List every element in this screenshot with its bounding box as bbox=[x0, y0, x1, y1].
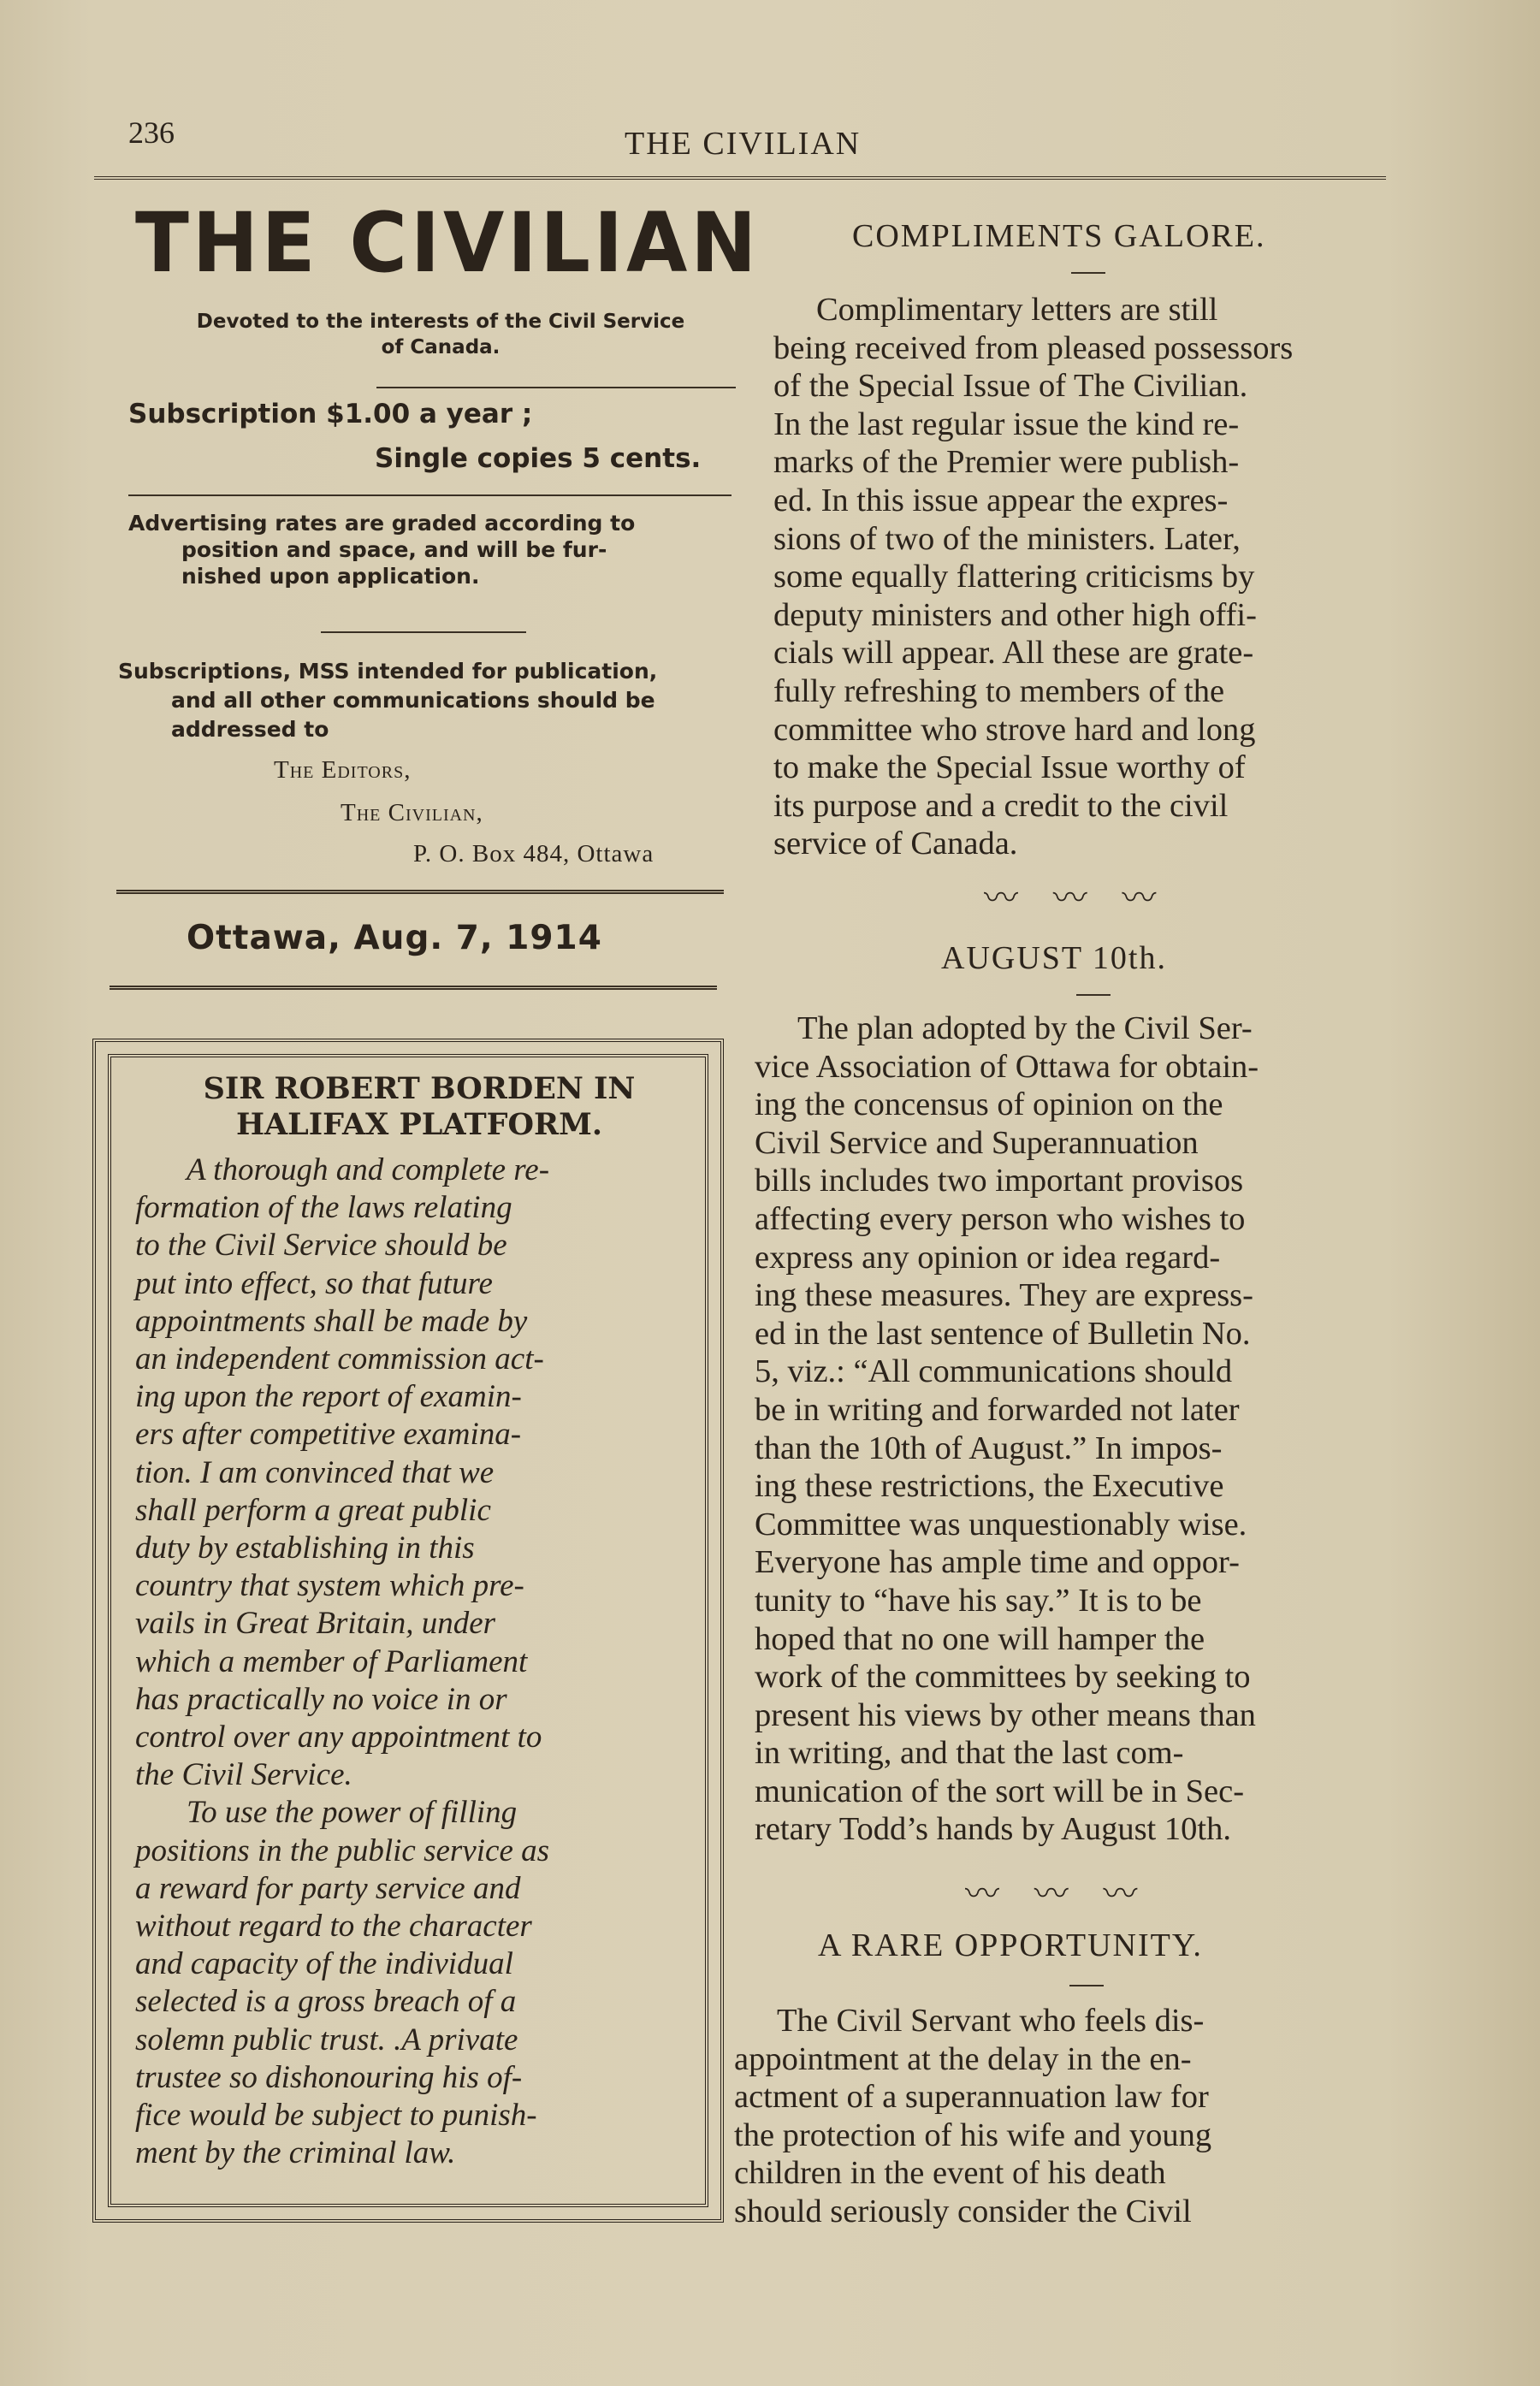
article-line: Committee was unquestionably wise. bbox=[755, 1506, 1247, 1542]
rare-opportunity-heading: A RARE OPPORTUNITY. bbox=[818, 1927, 1203, 1963]
article-line: retary Todd’s hands by August 10th. bbox=[755, 1811, 1231, 1848]
article-line: The plan adopted by the Civil Ser- bbox=[797, 1010, 1253, 1046]
masthead-tagline bbox=[133, 309, 749, 360]
article-line: The Civil Servant who feels dis- bbox=[777, 2003, 1205, 2039]
quote-line: country that system which pre- bbox=[135, 1568, 524, 1604]
quote-line: positions in the public service as bbox=[135, 1832, 550, 1868]
article-line: in writing, and that the last com- bbox=[755, 1735, 1184, 1772]
article-line: actment of a superannuation law for bbox=[734, 2079, 1209, 2116]
article-line: of the Special Issue of The Civilian. bbox=[773, 368, 1248, 405]
article-line: Everyone has ample time and oppor- bbox=[755, 1544, 1240, 1581]
article-line: appointment at the delay in the en- bbox=[734, 2040, 1192, 2077]
article-line: ing these restrictions, the Executive bbox=[755, 1468, 1224, 1505]
quote-line: ing upon the report of examin- bbox=[135, 1379, 522, 1415]
advertising-line: position and space, and will be fur- bbox=[181, 537, 607, 562]
header-rule bbox=[94, 176, 1386, 180]
article-line: In the last regular issue the kind re- bbox=[773, 406, 1240, 442]
section-ornament: 〰 〰 〰 bbox=[965, 1874, 1150, 1914]
article-line: bills includes two important provisos bbox=[755, 1163, 1244, 1199]
article-line: be in writing and forwarded not later bbox=[755, 1391, 1240, 1428]
compliments-heading: COMPLIMENTS GALORE. bbox=[852, 218, 1266, 254]
quote-line: solemn public trust. .A private bbox=[135, 2022, 518, 2057]
single-copy-price: Single copies 5 cents. bbox=[375, 443, 702, 474]
quote-line: tion. I am convinced that we bbox=[135, 1454, 495, 1490]
advertising-line: Advertising rates are graded according to bbox=[128, 511, 636, 536]
double-rule bbox=[116, 890, 724, 894]
article-line: present his views by other means than bbox=[755, 1696, 1256, 1733]
quote-line: to the Civil Service should be bbox=[135, 1228, 507, 1264]
article-line: ing these measures. They are express- bbox=[755, 1277, 1253, 1314]
borden-box-title bbox=[145, 1071, 693, 1143]
masthead-title: THE CIVILIAN bbox=[135, 195, 761, 291]
article-line: its purpose and a credit to the civil bbox=[773, 787, 1229, 824]
article-line: than the 10th of August.” In impos- bbox=[755, 1430, 1223, 1466]
article-line: marks of the Premier were publish- bbox=[773, 444, 1240, 481]
quote-line: A thorough and complete re- bbox=[187, 1152, 550, 1187]
address-civilian: The Civilian, bbox=[341, 799, 483, 826]
article-line: ed. In this issue appear the expres- bbox=[773, 482, 1229, 518]
page-number: 236 bbox=[128, 115, 175, 150]
quote-line: duty by establishing in this bbox=[135, 1530, 475, 1566]
article-line: to make the Special Issue worthy of bbox=[773, 749, 1246, 786]
august-article bbox=[755, 1009, 1371, 1849]
quote-line: trustee so dishonouring his of- bbox=[135, 2059, 523, 2095]
heading-dash bbox=[1071, 272, 1105, 274]
quote-line: To use the power of filling bbox=[187, 1795, 518, 1831]
section-ornament: 〰 〰 〰 bbox=[984, 879, 1169, 918]
article-line: committee who strove hard and long bbox=[773, 711, 1256, 748]
subscription-price: Subscription $1.00 a year ; bbox=[128, 399, 533, 429]
quote-line: the Civil Service. bbox=[135, 1757, 352, 1793]
article-line: vice Association of Ottawa for obtain- bbox=[755, 1048, 1259, 1085]
article-line: ed in the last sentence of Bulletin No. bbox=[755, 1315, 1251, 1352]
quote-line: vails in Great Britain, under bbox=[135, 1606, 496, 1642]
heading-dash bbox=[1076, 994, 1111, 996]
quote-line: formation of the laws relating bbox=[135, 1190, 512, 1226]
article-line: Civil Service and Superannuation bbox=[755, 1124, 1199, 1161]
article-line: sions of two of the ministers. Later, bbox=[773, 520, 1241, 557]
address-po-box: P. O. Box 484, Ottawa bbox=[413, 840, 654, 867]
article-line: Complimentary letters are still bbox=[816, 292, 1218, 328]
quote-line: without regard to the character bbox=[135, 1909, 532, 1945]
article-line: tunity to “have his say.” It is to be bbox=[755, 1582, 1202, 1619]
article-line: the protection of his wife and young bbox=[734, 2117, 1212, 2153]
article-line: should seriously consider the Civil bbox=[734, 2193, 1192, 2229]
heading-dash bbox=[1069, 1985, 1104, 1986]
subscriptions-line: addressed to bbox=[171, 717, 329, 742]
issue-dateline: Ottawa, Aug. 7, 1914 bbox=[187, 919, 602, 957]
article-line: ing the concensus of opinion on the bbox=[755, 1086, 1223, 1123]
august-heading: AUGUST 10th. bbox=[941, 940, 1167, 976]
article-line: 5, viz.: “All communications should bbox=[755, 1353, 1233, 1390]
quote-line: a reward for party service and bbox=[135, 1870, 521, 1906]
running-title: THE CIVILIAN bbox=[625, 126, 862, 162]
advertising-notice bbox=[128, 510, 732, 589]
article-line: being received from pleased possessors bbox=[773, 329, 1294, 366]
article-line: service of Canada. bbox=[773, 826, 1018, 862]
box-title-line: HALIFAX PLATFORM. bbox=[235, 1107, 603, 1142]
divider bbox=[128, 494, 732, 496]
article-line: express any opinion or idea regard- bbox=[755, 1239, 1221, 1276]
rare-opportunity-article bbox=[734, 2002, 1367, 2231]
article-line: children in the event of his death bbox=[734, 2155, 1166, 2192]
article-line: work of the committees by seeking to bbox=[755, 1659, 1251, 1696]
tagline-line: of Canada. bbox=[381, 336, 500, 358]
advertising-line: nished upon application. bbox=[181, 564, 480, 589]
article-line: fully refreshing to members of the bbox=[773, 672, 1225, 709]
tagline-line: Devoted to the interests of the Civil Service bbox=[196, 311, 685, 333]
subscriptions-line: Subscriptions, MSS intended for publication, bbox=[118, 659, 658, 684]
subscriptions-notice bbox=[118, 657, 734, 744]
double-rule bbox=[110, 986, 717, 990]
address-editors: The Editors, bbox=[274, 756, 412, 784]
quote-line: selected is a gross breach of a bbox=[135, 1984, 517, 2020]
article-line: deputy ministers and other high offi- bbox=[773, 596, 1257, 633]
quote-line: an independent commission act- bbox=[135, 1341, 544, 1377]
quote-line: has practically no voice in or bbox=[135, 1681, 507, 1717]
quote-line: put into effect, so that future bbox=[135, 1265, 493, 1301]
article-line: cials will appear. All these are grate- bbox=[773, 635, 1254, 672]
borden-quote-text bbox=[135, 1152, 674, 2172]
quote-line: appointments shall be made by bbox=[135, 1303, 528, 1339]
divider bbox=[376, 387, 736, 388]
quote-line: which a member of Parliament bbox=[135, 1643, 528, 1679]
box-title-line: SIR ROBERT BORDEN IN bbox=[203, 1071, 636, 1106]
quote-line: fice would be subject to punish- bbox=[135, 2098, 537, 2134]
quote-line: ment by the criminal law. bbox=[135, 2135, 456, 2171]
article-line: affecting every person who wishes to bbox=[755, 1200, 1246, 1237]
subscriptions-line: and all other communications should be bbox=[171, 688, 655, 713]
article-line: some equally flattering criticisms by bbox=[773, 559, 1255, 595]
article-line: hoped that no one will hamper the bbox=[755, 1620, 1205, 1657]
compliments-article bbox=[773, 291, 1389, 863]
article-line: munication of the sort will be in Sec- bbox=[755, 1773, 1245, 1809]
quote-line: shall perform a great public bbox=[135, 1492, 491, 1528]
quote-line: control over any appointment to bbox=[135, 1720, 542, 1755]
quote-line: and capacity of the individual bbox=[135, 1946, 513, 1982]
quote-line: ers after competitive examina- bbox=[135, 1417, 522, 1453]
short-divider bbox=[321, 631, 526, 633]
